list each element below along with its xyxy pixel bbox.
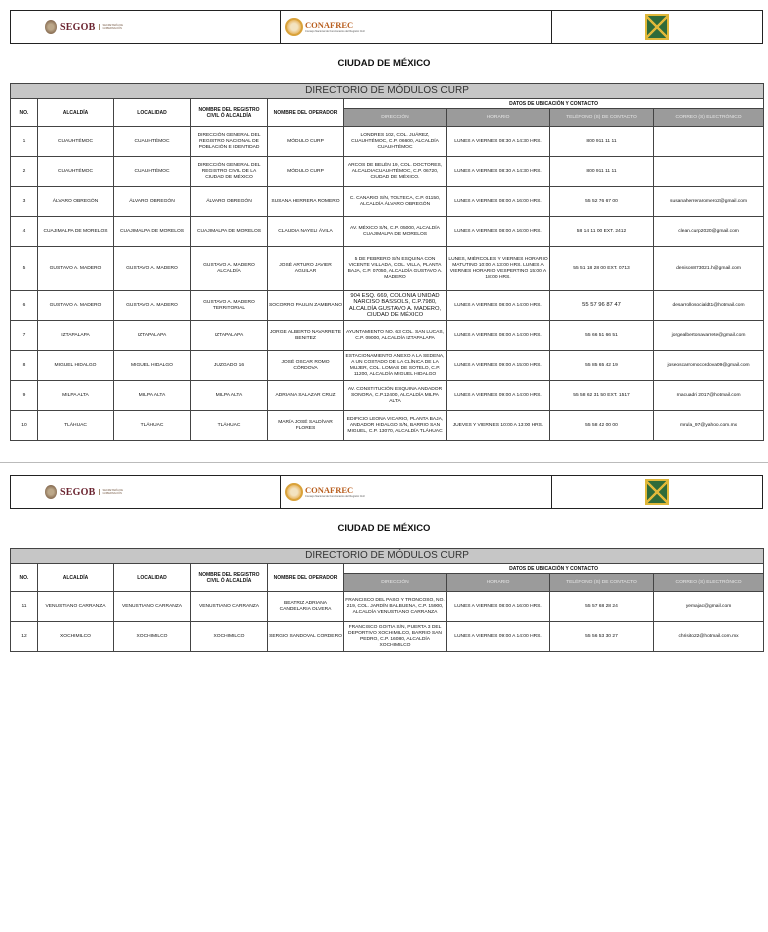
table-row (11, 622, 764, 652)
col-correo: CORREO (S) ELECTRÓNICO (654, 574, 764, 592)
cell-alcaldia: IZTAPALAPA (38, 321, 114, 351)
cell-direccion: 904 ESQ. 669, COLONIA UNIDAD NARCISO BASSOLS, C.P.7980, ALCALDÍA GUSTAVO A. MADERO, CIUDAD DE MÉXICO (344, 291, 447, 321)
cell-localidad: VENUSTIANO CARRANZA (114, 592, 191, 622)
cell-no: 7 (11, 321, 38, 351)
cdmx-logo-cell (552, 476, 762, 508)
cell-correo: clean.curp2020@gmail.com (654, 217, 764, 247)
cell-registro: DIRECCIÓN GENERAL DEL REGISTRO NACIONAL DE POBLACIÓN E IDENTIDAD (191, 127, 268, 157)
cell-telefono: 55 85 65 42 19 (550, 351, 654, 381)
cell-telefono: 55 57 68 28 24 (550, 592, 654, 622)
cell-alcaldia: MILPA ALTA (38, 381, 114, 411)
col-no: NO. (11, 564, 38, 592)
cell-direccion: LONDRES 102, COL. JUÁREZ, CUAUHTÉMOC, C.P. 06600, ALCALDÍA CUAUHTÉMOC (344, 127, 447, 157)
cell-direccion: FRANCISCO GOITIA S/N, PUERTA 3 DEL DEPORTIVO XOCHIMILCO, BARRIO SAN PEDRO, C.P. 16080, ALCALDÍA XOCHIMILCO (344, 622, 447, 652)
col-localidad: LOCALIDAD (114, 564, 191, 592)
cell-localidad: CUAUHTÉMOC (114, 127, 191, 157)
cell-correo: mrula_97@yahoo.com.mx (654, 411, 764, 441)
cell-correo: joseoscarromocordova09@gmail.com (654, 351, 764, 381)
cell-alcaldia: CUAUHTÉMOC (38, 127, 114, 157)
city-title: CIUDAD DE MÉXICO (337, 523, 431, 534)
table-row (11, 157, 764, 187)
cell-alcaldia: MIGUEL HIDALGO (38, 351, 114, 381)
page-separator (0, 462, 768, 463)
eagle-seal-icon (45, 20, 57, 34)
cell-correo: denison873021.h@gmail.com (654, 247, 764, 291)
cell-no: 1 (11, 127, 38, 157)
col-telefono: TELÉFONO (S) DE CONTACTO (550, 574, 654, 592)
cell-horario: LUNES A VIERNES 09:00 A 14:00 HRS. (447, 622, 550, 652)
cell-correo: chrisito22@hotmail.com.mx (654, 622, 764, 652)
cell-operador: MÓDULO CURP (268, 127, 344, 157)
cell-telefono: 55 56 53 30 27 (550, 622, 654, 652)
directory-title: DIRECTORIO DE MÓDULOS CURP (11, 84, 764, 99)
cell-no: 12 (11, 622, 38, 652)
conafrec-subtitle: Consejo Nacional de Funcionarios del Registro Civil (305, 30, 365, 33)
cell-no: 5 (11, 247, 38, 291)
cell-telefono: 55 57 96 87 47 (550, 291, 654, 321)
col-horario: HORARIO (447, 109, 550, 127)
cell-correo: yemajac@gmail.com (654, 592, 764, 622)
table-row (11, 217, 764, 247)
logo-bar-1 (10, 10, 763, 44)
cell-alcaldia: GUSTAVO A. MADERO (38, 291, 114, 321)
cell-operador: MÓDULO CURP (268, 157, 344, 187)
col-direccion: DIRECCIÓN (344, 109, 447, 127)
cell-alcaldia: VENUSTIANO CARRANZA (38, 592, 114, 622)
cell-telefono: 55 58 62 31 50 EXT. 1517 (550, 381, 654, 411)
cell-no: 6 (11, 291, 38, 321)
cell-localidad: GUSTAVO A. MADERO (114, 247, 191, 291)
col-direccion: DIRECCIÓN (344, 574, 447, 592)
cell-registro: DIRECCIÓN GENERAL DEL REGISTRO CIVIL DE LA CIUDAD DE MÉXICO (191, 157, 268, 187)
cell-operador: JOSÉ OSCAR ROMO CÓRDOVA (268, 351, 344, 381)
col-no: NO. (11, 99, 38, 127)
cell-correo: desarrollosocialdt1@hotmail.com (654, 291, 764, 321)
table-row (11, 291, 764, 321)
cell-correo: jorgealbertonavarrete@gmail.com (654, 321, 764, 351)
cdmx-logo-cell (552, 11, 762, 43)
col-group-contacto: DATOS DE UBICACIÓN Y CONTACTO (344, 99, 764, 109)
cell-direccion: C. CANARIO S/N, TOLTECA, C.P. 01150, ALCALDÍA ÁLVARO OBREGÓN (344, 187, 447, 217)
cell-correo: rnacuadri 2017@hotmail.com (654, 381, 764, 411)
cell-localidad: XOCHIMILCO (114, 622, 191, 652)
cell-localidad: CUAJIMALPA DE MORELOS (114, 217, 191, 247)
cell-registro: CUAJIMALPA DE MORELOS (191, 217, 268, 247)
logo-bar-2 (10, 475, 763, 509)
cell-telefono: 55 66 51 66 51 (550, 321, 654, 351)
segob-logo-cell (11, 476, 281, 508)
directory-table-2 (10, 548, 764, 652)
segob-logo (45, 485, 130, 499)
cell-alcaldia: XOCHIMILCO (38, 622, 114, 652)
directory-table-1 (10, 83, 764, 441)
cell-telefono: 55 52 76 67 00 (550, 187, 654, 217)
cell-horario: JUEVES Y VIERNES 10:00 A 13:00 HRS. (447, 411, 550, 441)
table-row (11, 411, 764, 441)
cell-no: 2 (11, 157, 38, 187)
col-telefono: TELÉFONO (S) DE CONTACTO (550, 109, 654, 127)
col-correo: CORREO (S) ELECTRÓNICO (654, 109, 764, 127)
cell-registro: MILPA ALTA (191, 381, 268, 411)
cell-horario: LUNES A VIERNES 08:00 A 14:00 HRS. (447, 321, 550, 351)
col-registro: NOMBRE DEL REGISTRO CIVIL Ó ALCALDÍA (191, 99, 268, 127)
cell-correo (654, 127, 764, 157)
cdmx-shield-icon (645, 479, 669, 505)
cell-localidad: CUAUHTÉMOC (114, 157, 191, 187)
cell-direccion: EDIFICIO LEONA VICARIO, PLANTA BAJA, ANDADOR HIDALGO S/N, BARRIO SAN MIGUEL, C.P. 13070, ALCALDÍA TLÁHUAC (344, 411, 447, 441)
cell-registro: GUSTAVO A. MADERO TERRITORIAL (191, 291, 268, 321)
cell-registro: IZTAPALAPA (191, 321, 268, 351)
cell-localidad: TLÁHUAC (114, 411, 191, 441)
table-row (11, 351, 764, 381)
table-row (11, 321, 764, 351)
cell-horario: LUNES A VIERNES 08:30 A 14:30 HRS. (447, 127, 550, 157)
cell-localidad: MILPA ALTA (114, 381, 191, 411)
segob-wordmark: SEGOB (60, 486, 96, 498)
cell-correo (654, 157, 764, 187)
eagle-seal-icon (45, 485, 57, 499)
col-horario: HORARIO (447, 574, 550, 592)
cell-no: 10 (11, 411, 38, 441)
cell-horario: LUNES A VIERNES 08:00 A 16:00 HRS. (447, 592, 550, 622)
cell-no: 4 (11, 217, 38, 247)
cell-no: 11 (11, 592, 38, 622)
directory-title: DIRECTORIO DE MÓDULOS CURP (11, 549, 764, 564)
cell-direccion: ESTACIONAMIENTO ANEXO A LA SEDENA, A UN COSTADO DE LA CLÍNICA DE LA MUJER, COL. LOMAS DE SOTELO, C.P. 11200, ALCALDÍA MIGUEL HIDALGO (344, 351, 447, 381)
cell-operador: MARÍA JOSÉ SALDÍVAR FLORES (268, 411, 344, 441)
conafrec-logo-cell (281, 476, 552, 508)
cell-horario: LUNES A VIERNES 09:00 A 15:00 HRS. (447, 351, 550, 381)
cell-operador: JOSÉ ARTURO JAVIER AGUILAR (268, 247, 344, 291)
cell-registro: VENUSTIANO CARRANZA (191, 592, 268, 622)
col-registro: NOMBRE DEL REGISTRO CIVIL Ó ALCALDÍA (191, 564, 268, 592)
table-row (11, 247, 764, 291)
city-title: CIUDAD DE MÉXICO (337, 58, 431, 69)
cell-alcaldia: TLÁHUAC (38, 411, 114, 441)
segob-logo-cell (11, 11, 281, 43)
cell-registro: TLÁHUAC (191, 411, 268, 441)
table-row (11, 592, 764, 622)
col-alcaldia: ALCALDÍA (38, 564, 114, 592)
col-localidad: LOCALIDAD (114, 99, 191, 127)
col-operador: NOMBRE DEL OPERADOR (268, 564, 344, 592)
cell-telefono: 58 14 11 00 EXT. 2412 (550, 217, 654, 247)
cell-no: 9 (11, 381, 38, 411)
cell-horario: LUNES A VIERNES 08:00 A 16:00 HRS. (447, 217, 550, 247)
cell-operador: ADRIANA SALAZAR CRUZ (268, 381, 344, 411)
cell-telefono: 800 911 11 11 (550, 157, 654, 187)
cell-direccion: FRANCISCO DEL PASO Y TRONCOSO, NO. 219, COL. JARDÍN BALBUENA, C.P. 15900, ALCALDÍA VENUSTIANO CARRANZA (344, 592, 447, 622)
segob-subtitle: SECRETARÍA DE GOBERNACIÓN (99, 489, 130, 495)
cell-operador: SOCORRO PAULIN ZAMBRANO (268, 291, 344, 321)
cell-alcaldia: CUAUHTÉMOC (38, 157, 114, 187)
cell-operador: SERGIO SANDOVAL CORDERO (268, 622, 344, 652)
cell-direccion: ARCOS DE BELÉN 19, COL. DOCTORES, ALCALDIACUAUHTÉMOC, C.P. 06720, CIUDAD DE MÉXICO. (344, 157, 447, 187)
cell-localidad: ÁLVARO OBREGÓN (114, 187, 191, 217)
conafrec-subtitle: Consejo Nacional de Funcionarios del Registro Civil (305, 495, 365, 498)
segob-wordmark: SEGOB (60, 21, 96, 33)
cell-operador: CLAUDIA NAYELI ÁVILA (268, 217, 344, 247)
table-row (11, 381, 764, 411)
conafrec-seal-icon (285, 483, 303, 501)
cell-direccion: 5 DE FEBRERO S/N ESQUINA CON VICENTE VILLADA, COL. VILLA, PLANTA BAJA, C.P. 07050, ALCALDÍA GUSTAVO A. MADERO (344, 247, 447, 291)
cell-alcaldia: ÁLVARO OBREGÓN (38, 187, 114, 217)
table-row (11, 187, 764, 217)
cell-direccion: AYUNTAMIENTO NO. 63 COL. SAN LUCAS, C.P. 09000, ALCALDÍA IZTAPALAPA (344, 321, 447, 351)
col-operador: NOMBRE DEL OPERADOR (268, 99, 344, 127)
cell-operador: JORGE ALBERTO NAVARRETE BENITEZ (268, 321, 344, 351)
segob-logo (45, 20, 130, 34)
segob-subtitle: SECRETARÍA DE GOBERNACIÓN (99, 24, 130, 30)
conafrec-logo-cell (281, 11, 552, 43)
cell-horario: LUNES A VIERNES 09:00 A 14:00 HRS. (447, 381, 550, 411)
cdmx-shield-icon (645, 14, 669, 40)
cell-alcaldia: CUAJIMALPA DE MORELOS (38, 217, 114, 247)
cell-localidad: MIGUEL HIDALGO (114, 351, 191, 381)
table-body-1 (11, 127, 764, 441)
cell-telefono: 55 51 18 28 00 EXT. 0713 (550, 247, 654, 291)
conafrec-seal-icon (285, 18, 303, 36)
cell-horario: LUNES A VIERNES 08:00 A 16:00 HRS. (447, 187, 550, 217)
cell-telefono: 800 911 11 11 (550, 127, 654, 157)
col-alcaldia: ALCALDÍA (38, 99, 114, 127)
cell-registro: XOCHIMILCO (191, 622, 268, 652)
cell-registro: JUZGADO 16 (191, 351, 268, 381)
cell-localidad: GUSTAVO A. MADERO (114, 291, 191, 321)
cell-horario: LUNES A VIERNES 08:30 A 14:30 HRS. (447, 157, 550, 187)
cell-horario: LUNES A VIERNES 08:00 A 14:00 HRS. (447, 291, 550, 321)
cell-no: 8 (11, 351, 38, 381)
cell-horario: LUNES, MIÉRCOLES Y VIERNES HORARIO MATUTINO 10:00 A 13:00 HRS. LUNES A VIERNES HORARIO VESPERTINO 15:00 A 18:00 HRS. (447, 247, 550, 291)
col-group-contacto: DATOS DE UBICACIÓN Y CONTACTO (344, 564, 764, 574)
cell-operador: BEATRIZ ADRIANA CANDELARIA OLVERA (268, 592, 344, 622)
cell-direccion: AV. MÉXICO S/N, C.P. 05000, ALCALDÍA CUAJIMALPA DE MORELOS (344, 217, 447, 247)
conafrec-logo (285, 18, 365, 36)
cell-no: 3 (11, 187, 38, 217)
table-row (11, 127, 764, 157)
cell-alcaldia: GUSTAVO A. MADERO (38, 247, 114, 291)
conafrec-wordmark: CONAFREC (305, 485, 354, 495)
cell-registro: ÁLVARO OBREGÓN (191, 187, 268, 217)
conafrec-wordmark: CONAFREC (305, 20, 354, 30)
conafrec-logo (285, 483, 365, 501)
cell-correo: susanaherreraromero2@gmail.com (654, 187, 764, 217)
cell-registro: GUSTAVO A. MADERO ALCALDÍA (191, 247, 268, 291)
cell-direccion: AV. CONSTITUCIÓN ESQUINA ANDADOR SONORA, C.P.12400, ALCALDÍA MILPA ALTA (344, 381, 447, 411)
cell-operador: SUSANA HERRERA ROMERO (268, 187, 344, 217)
cell-telefono: 55 58 42 00 00 (550, 411, 654, 441)
cell-localidad: IZTAPALAPA (114, 321, 191, 351)
table-body-2 (11, 592, 764, 652)
